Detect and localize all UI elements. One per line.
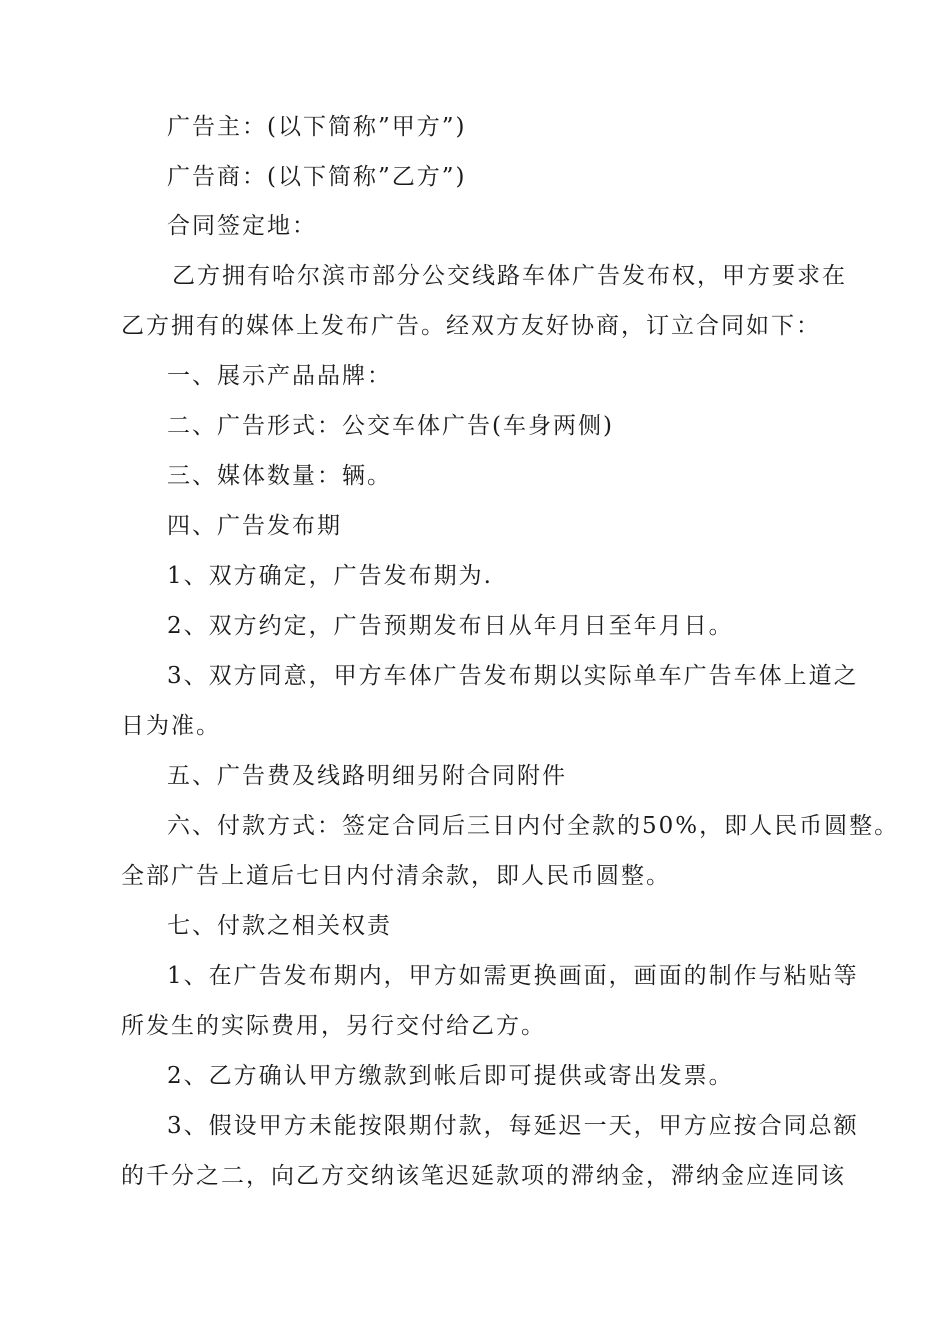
clause-7-heading: 七、付款之相关权责	[167, 913, 392, 939]
advertiser-line: 广告主：(以下简称”甲方”)	[167, 114, 467, 140]
preamble-line-2: 乙方拥有的媒体上发布广告。经双方友好协商，订立合同如下：	[121, 313, 821, 339]
clause-4-item-3-line-2: 日为准。	[121, 713, 221, 739]
clause-4-item-1: 1、双方确定，广告发布期为.	[167, 563, 493, 589]
clause-4-heading: 四、广告发布期	[167, 513, 342, 539]
agency-line: 广告商：(以下简称”乙方”)	[167, 164, 467, 190]
clause-7-item-1-line-2: 所发生的实际费用，另行交付给乙方。	[121, 1013, 546, 1039]
clause-3-quantity: 三、媒体数量：辆。	[167, 463, 392, 489]
clause-7-item-3-line-1: 3、假设甲方未能按限期付款，每延迟一天，甲方应按合同总额	[167, 1113, 859, 1139]
clause-1-brand: 一、展示产品品牌：	[167, 363, 392, 389]
clause-4-item-2: 2、双方约定，广告预期发布日从年月日至年月日。	[167, 613, 734, 639]
preamble-line-1: 乙方拥有哈尔滨市部分公交线路车体广告发布权，甲方要求在	[172, 263, 847, 289]
clause-7-item-2: 2、乙方确认甲方缴款到帐后即可提供或寄出发票。	[167, 1063, 734, 1089]
signing-place-line: 合同签定地：	[167, 213, 317, 239]
clause-5-fee: 五、广告费及线路明细另附合同附件	[167, 763, 567, 789]
clause-7-item-1-line-1: 1、在广告发布期内，甲方如需更换画面，画面的制作与粘贴等	[167, 963, 859, 989]
clause-6-payment-line-1: 六、付款方式：签定合同后三日内付全款的50%，即人民币圆整。	[167, 813, 900, 839]
clause-4-item-3-line-1: 3、双方同意，甲方车体广告发布期以实际单车广告车体上道之	[167, 663, 859, 689]
clause-7-item-3-line-2: 的千分之二，向乙方交纳该笔迟延款项的滞纳金，滞纳金应连同该	[121, 1163, 846, 1189]
clause-6-payment-line-2: 全部广告上道后七日内付清余款，即人民币圆整。	[121, 863, 671, 889]
clause-2-form: 二、广告形式：公交车体广告(车身两侧)	[167, 413, 614, 439]
